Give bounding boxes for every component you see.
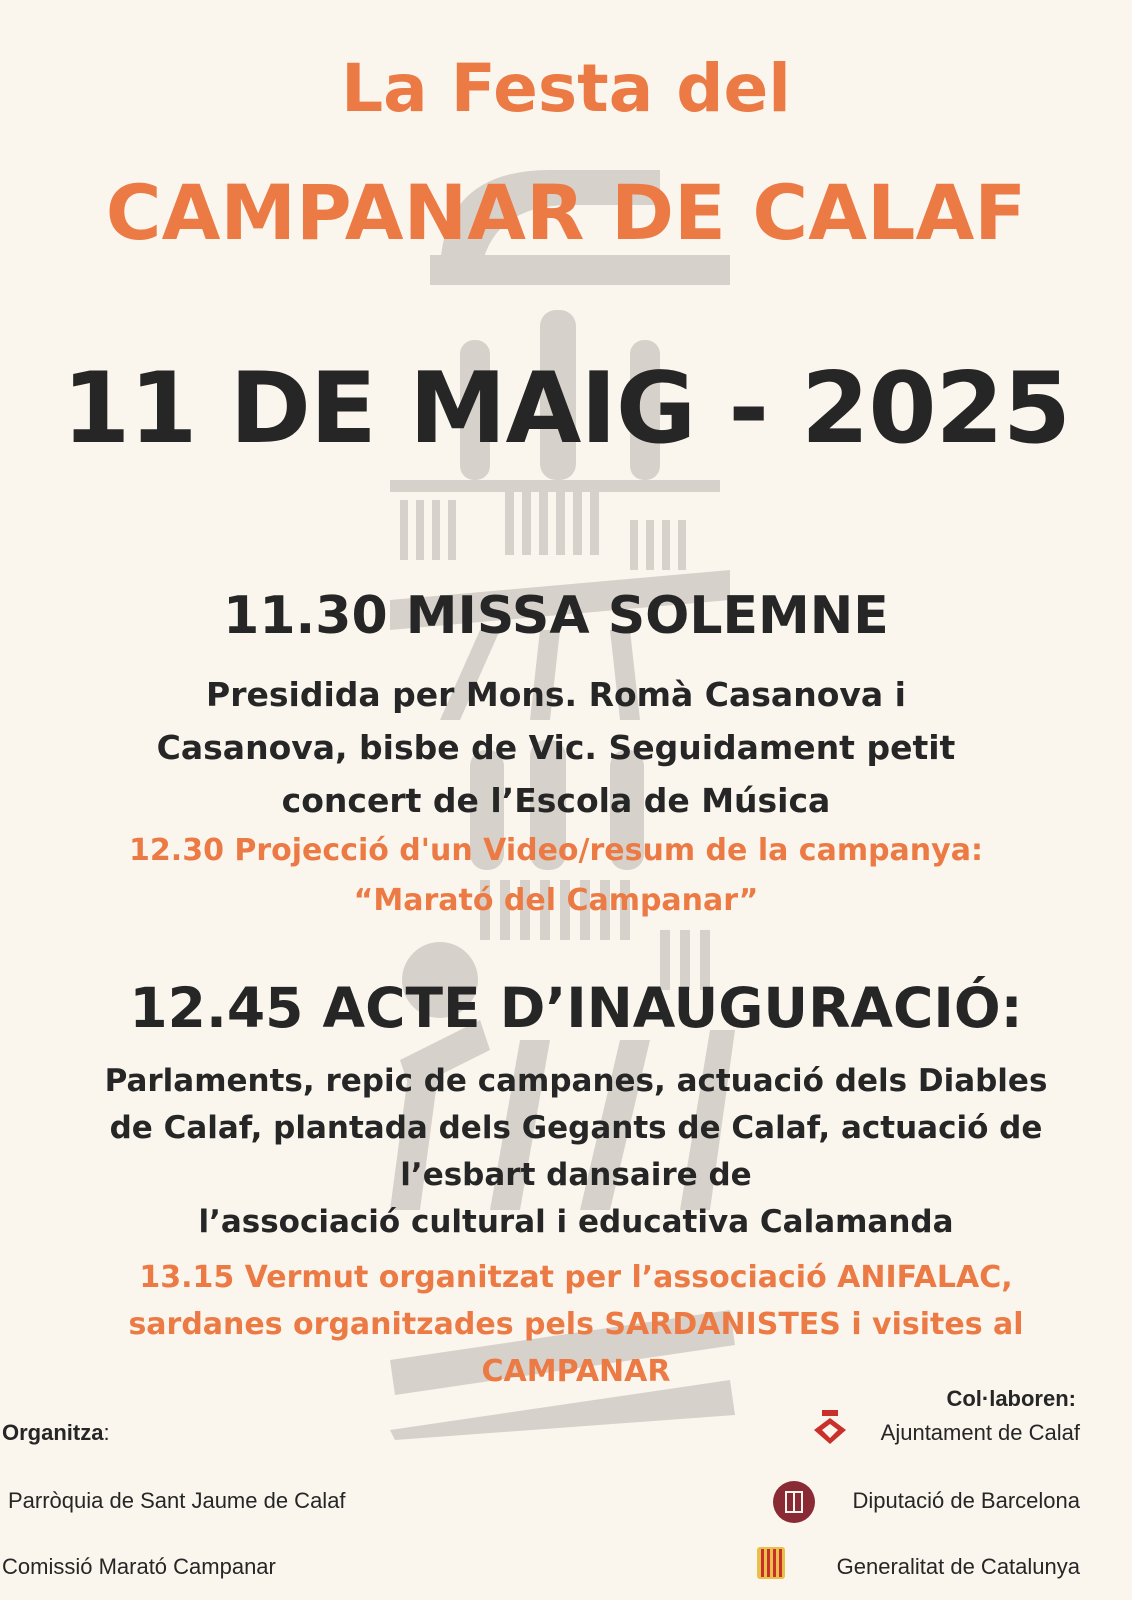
event1-line: Casanova, bisbe de Vic. Seguidament petit xyxy=(156,728,956,767)
event1-highlight-line: “Marató del Campanar” xyxy=(353,883,759,918)
event2-line: Parlaments, repic de campanes, actuació dels Diables xyxy=(104,1063,1048,1099)
organitza-title xyxy=(2,1420,110,1446)
event-date: 11 DE MAIG - 2025 xyxy=(62,352,1070,466)
collaborator-item: Ajuntament de Calaf xyxy=(880,1420,1080,1445)
event1-heading: 11.30 MISSA SOLEMNE xyxy=(223,586,889,646)
calaf-shield-icon xyxy=(812,1408,848,1446)
organitza-label: Organitza xyxy=(2,1420,104,1445)
event1-description xyxy=(0,668,1122,827)
collaborator-item: Diputació de Barcelona xyxy=(852,1488,1080,1513)
diputacio-seal-icon xyxy=(772,1480,816,1524)
event2-line: de Calaf, plantada dels Gegants de Calaf, actuació de xyxy=(109,1110,1043,1146)
event2-description xyxy=(10,1058,1132,1246)
title-line-2: CAMPANAR DE CALAF xyxy=(105,168,1027,257)
event2-highlight-line: CAMPANAR xyxy=(481,1354,671,1389)
event2-line: l’associació cultural i educativa Calamanda xyxy=(198,1204,954,1240)
event2-highlight-line: 13.15 Vermut organitzat per l’associació ANIFALAC, xyxy=(139,1260,1013,1295)
organizer-item: Parròquia de Sant Jaume de Calaf xyxy=(8,1488,346,1513)
organitza-colon: : xyxy=(103,1420,110,1445)
event2-highlight-line: sardanes organitzades pels SARDANISTES i visites al xyxy=(128,1307,1024,1342)
organizer-item: Comissió Marató Campanar xyxy=(2,1554,276,1579)
title-line-1: La Festa del xyxy=(341,50,791,127)
event1-line: Presidida per Mons. Romà Casanova i xyxy=(206,675,906,714)
collaboren-title: Col·laboren: xyxy=(946,1386,1076,1411)
event1-line: concert de l’Escola de Música xyxy=(281,781,831,820)
event1-highlight xyxy=(0,826,1122,926)
generalitat-flag-icon xyxy=(757,1547,785,1579)
event2-highlight xyxy=(10,1254,1132,1395)
event2-heading: 12.45 ACTE D’INAUGURACIÓ: xyxy=(129,976,1023,1040)
collaborator-item: Generalitat de Catalunya xyxy=(836,1554,1080,1579)
event1-highlight-line: 12.30 Projecció d'un Video/resum de la campanya: xyxy=(129,833,983,868)
event2-line: l’esbart dansaire de xyxy=(400,1157,752,1193)
